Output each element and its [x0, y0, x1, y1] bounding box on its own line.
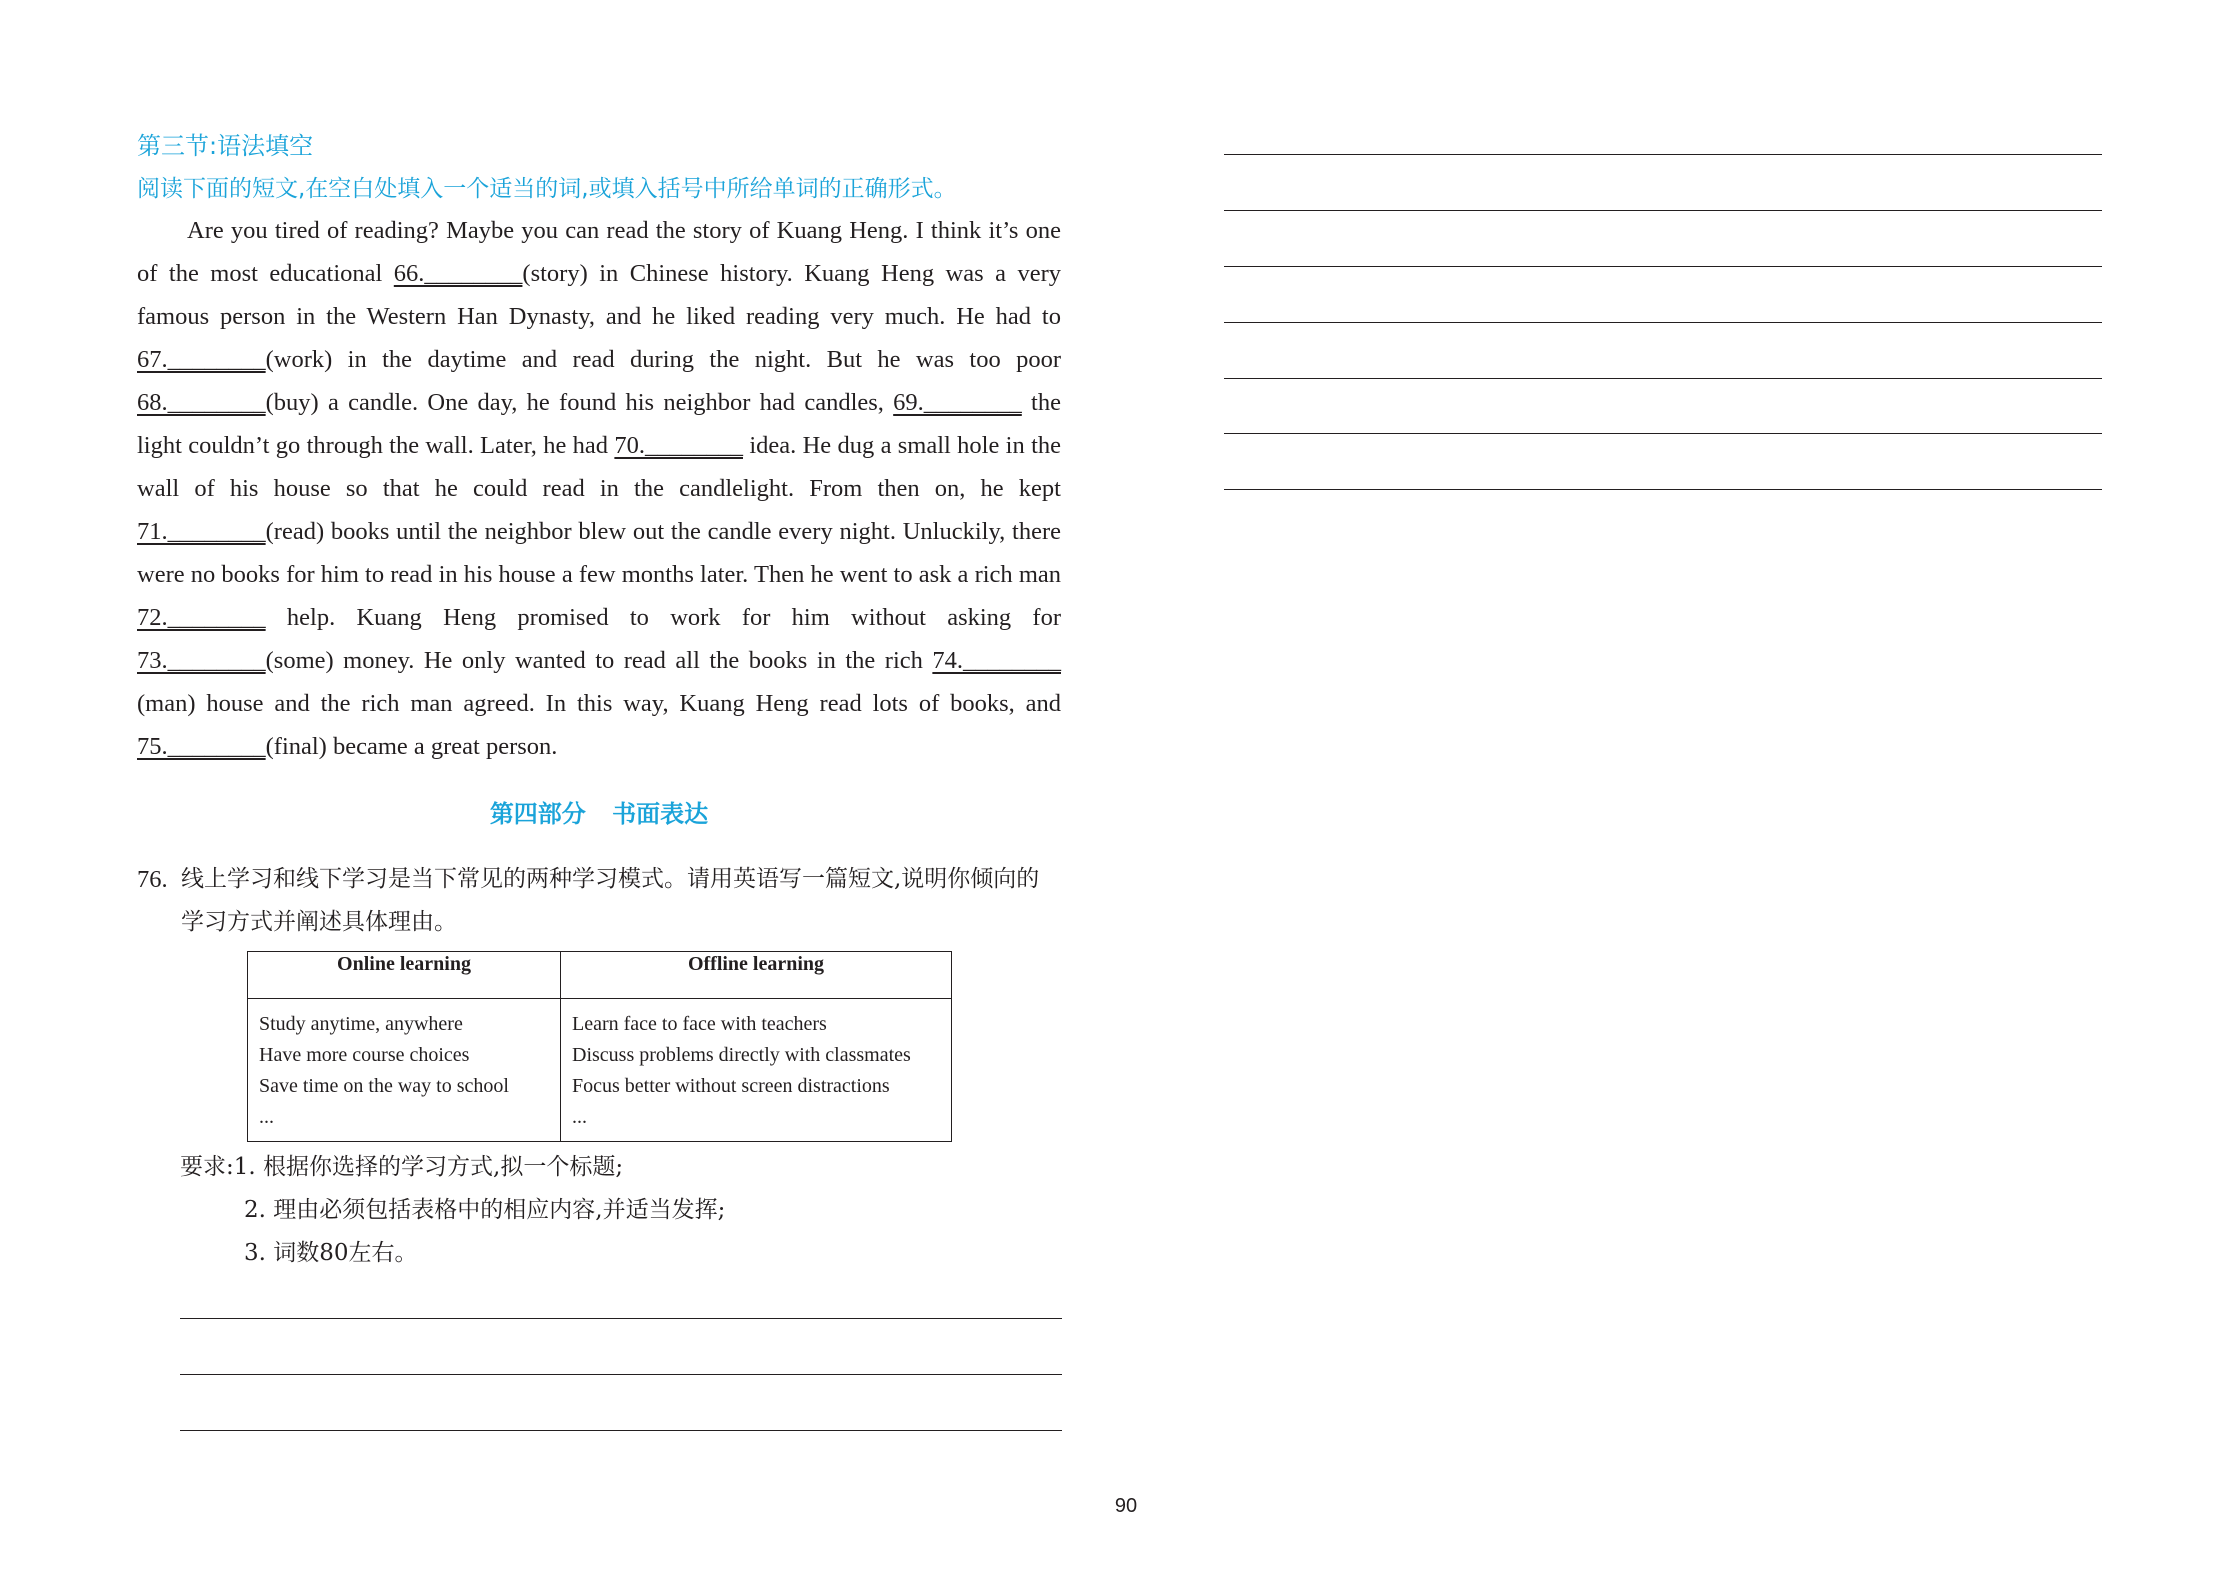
list-item: Study anytime, anywhere	[259, 1013, 463, 1035]
cloze-passage	[137, 209, 1061, 768]
header-offline-learning: Offline learning	[561, 952, 952, 999]
requirements	[180, 1146, 725, 1275]
blank-71[interactable]: 71.________	[137, 518, 266, 545]
passage-text: (work) in the daytime and read during the night. But he was too poor	[265, 346, 1061, 373]
answer-line[interactable]	[180, 1430, 1062, 1431]
passage-text: (buy) a candle. One day, he found his neighbor had candles,	[265, 389, 894, 416]
blank-66[interactable]: 66.________	[393, 260, 523, 287]
passage-text: (read) books until the neighbor blew out the candle every night. Unluckily, there were no books for him to read in his house a few months later. Then he went to ask a rich man	[137, 518, 1061, 588]
question-76	[137, 858, 1061, 944]
list-item: Discuss problems directly with classmates	[572, 1044, 911, 1066]
part-title: 第四部分 书面表达	[489, 800, 709, 828]
passage-text: (man) house and the rich man agreed. In this way, Kuang Heng read lots of books, and	[137, 690, 1061, 717]
requirement-text: 1. 根据你选择的学习方式,拟一个标题;	[233, 1154, 624, 1180]
blank-73[interactable]: 73.________	[137, 647, 266, 674]
header-online-learning: Online learning	[248, 952, 561, 999]
passage-paragraph	[137, 209, 1061, 768]
section-instruction: 阅读下面的短文,在空白处填入一个适当的词,或填入括号中所给单词的正确形式。	[137, 176, 957, 202]
blank-67[interactable]: 67.________	[137, 346, 266, 373]
passage-text: (some) money. He only wanted to read all the books in the rich	[265, 647, 933, 674]
online-reasons-cell	[248, 999, 561, 1142]
list-item: Save time on the way to school	[259, 1075, 509, 1097]
blank-69[interactable]: 69.________	[893, 389, 1022, 416]
learning-comparison-table	[247, 951, 952, 1142]
blank-70[interactable]: 70.________	[614, 432, 743, 459]
question-number: 76.	[137, 866, 168, 893]
passage-text: (story) in Chinese history. Kuang Heng was a very famous person in the Western Han Dynasty, and he liked reading very much. He had to	[137, 260, 1061, 330]
offline-reasons-cell	[561, 999, 952, 1142]
answer-line[interactable]	[1224, 433, 2102, 434]
list-item: Learn face to face with teachers	[572, 1013, 827, 1035]
answer-line[interactable]	[180, 1318, 1062, 1319]
requirement-item: 2. 理由必须包括表格中的相应内容,并适当发挥;	[244, 1197, 726, 1223]
passage-text: help. Kuang Heng promised to work for him without asking for	[265, 604, 1061, 631]
list-item: ...	[259, 1106, 274, 1128]
table-body-row	[248, 999, 952, 1142]
table-header-row	[248, 952, 952, 999]
answer-line[interactable]	[1224, 154, 2102, 155]
passage-text: the light couldn’t go through the wall. Later, he had	[137, 389, 1061, 459]
section-title: 第三节:语法填空	[137, 132, 314, 160]
answer-line[interactable]	[1224, 322, 2102, 323]
passage-text: (final) became a great person.	[265, 733, 558, 760]
passage-text: Are you tired of reading? Maybe you can read the story of Kuang Heng. I think it’s one of the most educational	[137, 217, 1061, 287]
requirement-item: 3. 词数80左右。	[244, 1240, 418, 1266]
blank-75[interactable]: 75.________	[137, 733, 266, 760]
answer-line[interactable]	[1224, 266, 2102, 267]
blank-72[interactable]: 72.________	[137, 604, 266, 631]
answer-line[interactable]	[180, 1374, 1062, 1375]
page-number: 90	[1114, 1495, 1138, 1517]
answer-line[interactable]	[1224, 378, 2102, 379]
passage-text: idea. He dug a small hole in the wall of his house so that he could read in the candlelight. From then on, he kept	[137, 432, 1062, 502]
blank-68[interactable]: 68.________	[137, 389, 266, 416]
answer-line[interactable]	[1224, 489, 2102, 490]
requirements-label: 要求:	[180, 1154, 234, 1180]
blank-74[interactable]: 74.________	[932, 647, 1061, 674]
answer-line[interactable]	[1224, 210, 2102, 211]
list-item: ...	[572, 1106, 587, 1128]
list-item: Focus better without screen distractions	[572, 1075, 890, 1097]
requirement-item	[180, 1146, 725, 1189]
list-item: Have more course choices	[259, 1044, 470, 1066]
question-prompt: 线上学习和线下学习是当下常见的两种学习模式。请用英语写一篇短文,说明你倾向的学习方式并阐述具体理由。	[181, 866, 1040, 935]
